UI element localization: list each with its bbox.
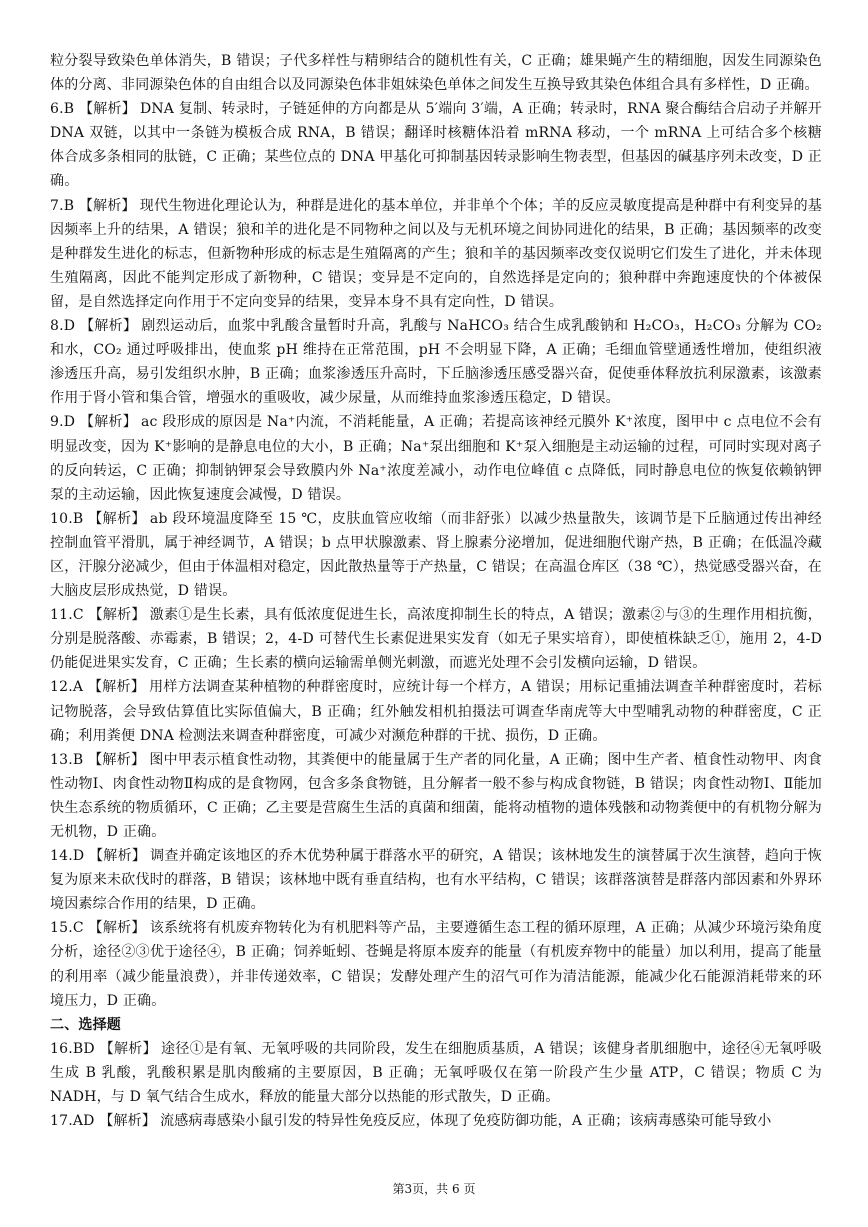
answer-number: 15.C [50, 920, 84, 937]
analysis-tag: 【解析】 [87, 679, 146, 696]
analysis-tag: 【解析】 [88, 920, 146, 937]
analysis-tag: 【解析】 [79, 414, 138, 431]
analysis-tag: 【解析】 [88, 607, 146, 624]
answer-text: ab 段环境温度降至 15 ℃，皮肤血管应收缩（而非舒张）以减少热量散失，该调节是下丘脑通过传出神经控制血管平滑肌，属于神经调节，A 错误；b 点甲状腺激素、肾上腺素分泌增加，促进细胞代谢产热，B 正确；在低温冷藏区，汗腺分泌减少，但由于体温相对稳定，因此散热量等于产热量，C 错误；在高温仓库区（38 ℃），热觉感受器兴奋，在大脑皮层形成热觉，D 错误。 [50, 510, 822, 600]
answer-number: 12.A [50, 679, 84, 696]
intro-paragraph: 粒分裂导致染色单体消失，B 错误；子代多样性与精卵结合的随机性有关，C 正确；雄果蝇产生的精细胞，因发生同源染色体的分离、非同源染色体的自由组合以及同源染色体非姐妹染色单体之间发生互换导致其染色体组合具有多样性，D 正确。 [50, 53, 822, 94]
answer-number: 6.B [50, 101, 75, 118]
analysis-tag: 【解析】 [89, 848, 147, 865]
answer-item-6 [50, 97, 822, 193]
answer-number: 7.B [50, 197, 75, 214]
analysis-tag: 【解析】 [88, 510, 146, 527]
answer-text: ac 段形成的原因是 Na⁺内流，不消耗能量，A 正确；若提高该神经元膜外 K⁺浓度，图甲中 c 点电位不会有明显改变，因为 K⁺影响的是静息电位的大小，B 正确；Na⁺泵出细胞和 K⁺泵入细胞是主动运输的过程，可同时实现对离子的反向转运，C 正确；抑制钠钾泵会导致膜内外 Na⁺浓度差减小，动作电位峰值 c 点降低，同时静息电位的恢复依赖钠钾泵的主动运输，因此恢复速度会减慢，D 错误。 [50, 414, 822, 503]
document-body [50, 49, 822, 1133]
answer-item-15 [50, 916, 822, 1012]
analysis-tag: 【解析】 [79, 318, 138, 335]
analysis-tag: 【解析】 [99, 1040, 158, 1057]
answer-text: 激素①是生长素，具有低浓度促进生长，高浓度抑制生长的特点，A 错误；激素②与③的生理作用相抗衡，分别是脱落酸、赤霉素，B 错误；2，4-D 可替代生长素促进果实发育（如无子果实培育），即使植株缺乏①，施用 2，4-D 仍能促进果实发育，C 正确；生长素的横向运输需单侧光刺激，而遮光处理不会引发横向运输，D 错误。 [50, 607, 822, 672]
answer-item-11 [50, 603, 822, 675]
answer-item-9 [50, 410, 822, 506]
answer-item-7 [50, 194, 822, 314]
answer-text: 图中甲表示植食性动物，其粪便中的能量属于生产者的同化量，A 正确；图中生产者、植食性动物甲、肉食性动物Ⅰ、肉食性动物Ⅱ构成的是食物网，包含多条食物链，且分解者一般不参与构成食物链，B 错误；肉食性动物Ⅰ、Ⅱ能加快生态系统的物质循环，C 正确；乙主要是营腐生生活的真菌和细菌，能将动植物的遗体残骸和动物粪便中的有机物分解为无机物，D 正确。 [50, 751, 822, 840]
answer-item-12 [50, 675, 822, 747]
section-heading: 二、选择题 [50, 1016, 121, 1033]
analysis-tag: 【解析】 [88, 751, 146, 768]
answer-number: 17.AD [50, 1113, 95, 1130]
answer-text: 途径①是有氧、无氧呼吸的共同阶段，发生在细胞质基质，A 错误；该健身者肌细胞中，途径④无氧呼吸生成 B 乳酸，乳酸积累是肌肉酸痛的主要原因，B 正确；无氧呼吸仅在第一阶段产生少量 ATP，C 错误；物质 C 为 NADH，与 D 氧气结合生成水，释放的能量大部分以热能的形式散失，D 正确。 [50, 1040, 822, 1106]
answer-number: 11.C [50, 607, 84, 624]
answer-item-17 [50, 1109, 822, 1133]
answer-item-16 [50, 1037, 822, 1109]
answer-number: 9.D [50, 414, 76, 431]
answer-text: 剧烈运动后，血浆中乳酸含量暂时升高，乳酸与 NaHCO₃ 结合生成乳酸钠和 H₂CO₃，H₂CO₃ 分解为 CO₂ 和水，CO₂ 通过呼吸排出，使血浆 pH 维持在正常范围，pH 不会明显下降，A 正确；毛细血管壁通透性增加，使组织液渗透压升高，易引发组织水肿，B 正确；血浆渗透压升高时，下丘脑渗透压感受器兴奋，促使垂体释放抗利尿激素，该激素作用于肾小管和集合管，增强水的重吸收，减少尿量，从而维持血浆渗透压稳定，D 错误。 [50, 318, 822, 407]
answer-text: 流感病毒感染小鼠引发的特异性免疫反应，体现了免疫防御功能，A 正确；该病毒感染可能导致小 [160, 1113, 772, 1130]
answer-item-8 [50, 314, 822, 410]
answer-number: 13.B [50, 751, 84, 768]
answer-item-13 [50, 748, 822, 844]
answer-number: 14.D [50, 848, 85, 865]
page-footer: 第3页，共 6 页 [392, 1182, 476, 1196]
answer-number: 10.B [50, 510, 84, 527]
answer-item-10 [50, 507, 822, 603]
answer-text: DNA 复制、转录时，子链延伸的方向都是从 5′端向 3′端，A 正确；转录时，RNA 聚合酶结合启动子并解开 DNA 双链，以其中一条链为模板合成 RNA，B 错误；翻译时核糖体沿着 mRNA 移动，一个 mRNA 上可结合多个核糖体合成多条相同的肽链，C 正确；某些位点的 DNA 甲基化可抑制基因转录影响生物表型，但基因的碱基序列未改变，D 正确。 [50, 101, 822, 190]
analysis-tag: 【解析】 [99, 1113, 157, 1130]
answer-text: 现代生物进化理论认为，种群是进化的基本单位，并非单个个体；羊的反应灵敏度提高是种群中有利变异的基因频率上升的结果，A 错误；狼和羊的进化是不同物种之间以及与无机环境之间协同进化的结果，B 正确；基因频率的改变是种群发生进化的标志，但新物种形成的标志是生殖隔离的产生；狼和羊的基因频率改变仅说明它们发生了进化，并未体现生殖隔离，因此不能判定形成了新物种，C 错误；变异是不定向的，自然选择是定向的；狼种群中奔跑速度快的个体被保留，是自然选择定向作用于不定向变异的结果，变异本身不具有定向性，D 错误。 [50, 197, 822, 310]
answer-number: 8.D [50, 318, 76, 335]
answer-text: 用样方法调查某种植物的种群密度时，应统计每一个样方，A 错误；用标记重捕法调查羊种群密度时，若标记物脱落，会导致估算值比实际值偏大，B 正确；红外触发相机拍摄法可调查华南虎等大中型哺乳动物的种群密度，C 正确；利用粪便 DNA 检测法来调查种群密度，可减少对濒危种群的干扰、损伤，D 正确。 [50, 679, 822, 744]
answer-item-14 [50, 844, 822, 916]
answer-text: 该系统将有机废弃物转化为有机肥料等产品，主要遵循生态工程的循环原理，A 正确；从减少环境污染角度分析，途径②③优于途径④，B 正确；饲养蚯蚓、苍蝇是将原本废弃的能量（有机废弃物中的能量）加以利用，提高了能量的利用率（减少能量浪费），并非传递效率，C 错误；发酵处理产生的沼气可作为清洁能源，能减少化石能源消耗带来的环境压力，D 正确。 [50, 920, 822, 1009]
answer-text: 调查并确定该地区的乔木优势种属于群落水平的研究，A 错误；该林地发生的演替属于次生演替，趋向于恢复为原来未砍伐时的群落，B 错误；该林地中既有垂直结构，也有水平结构，C 错误；该群落演替是群落内部因素和外界环境因素综合作用的结果，D 正确。 [50, 848, 822, 913]
analysis-tag: 【解析】 [78, 101, 136, 118]
answer-number: 16.BD [50, 1040, 95, 1057]
analysis-tag: 【解析】 [78, 197, 136, 214]
